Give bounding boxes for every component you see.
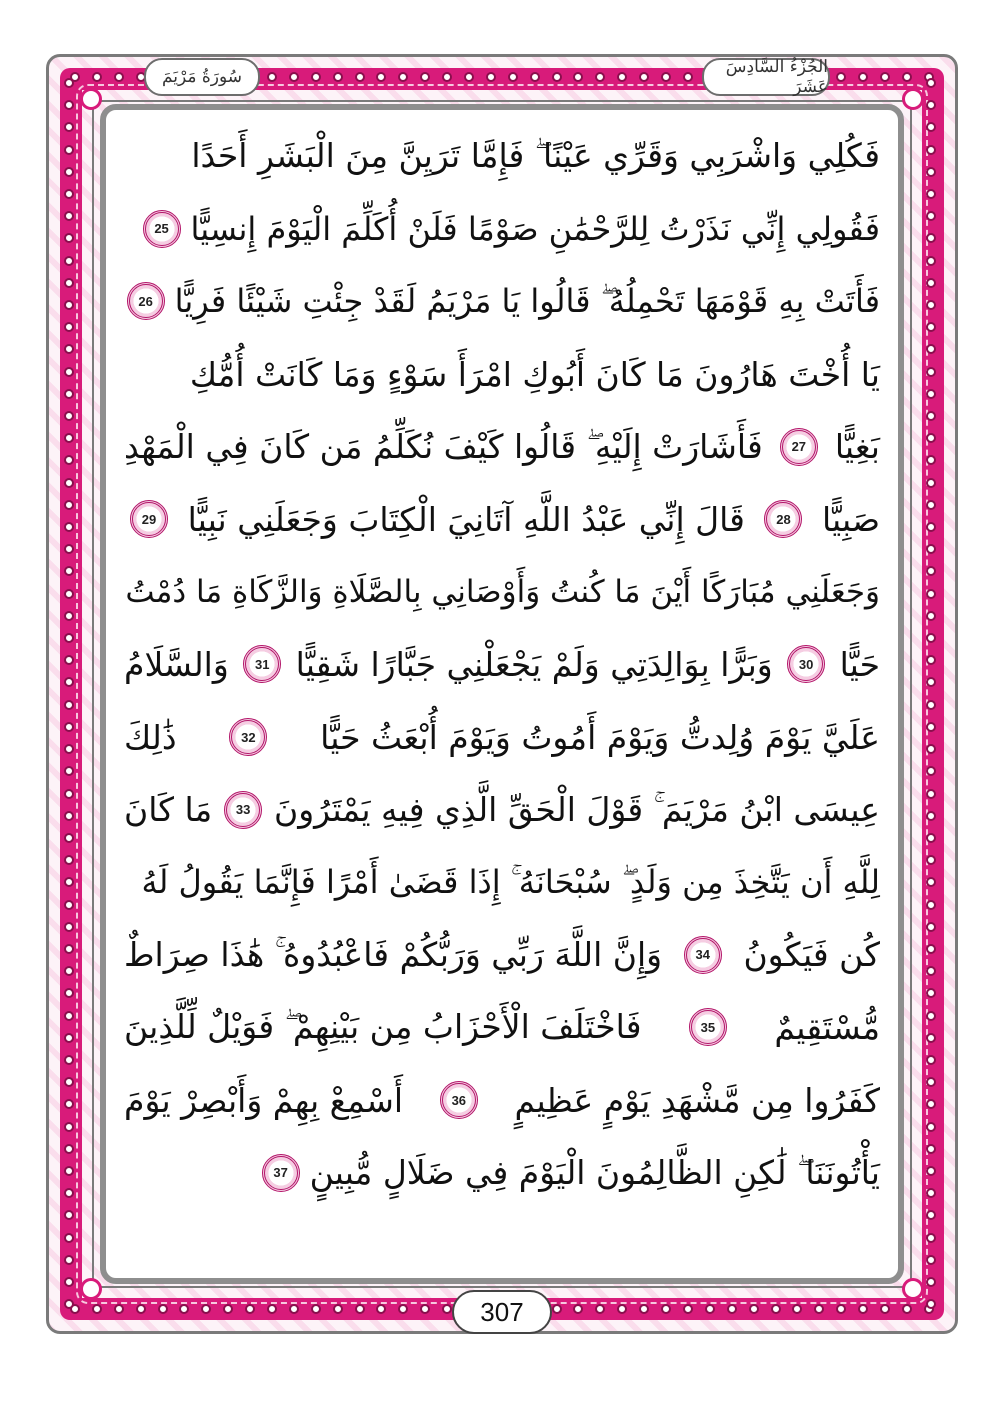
verse-text: بَغِيًّا (834, 427, 880, 467)
ayah-number-marker: 33 (224, 791, 262, 829)
border-dot-icon (442, 1304, 452, 1314)
border-dot-icon (64, 300, 74, 310)
border-dot-icon (926, 966, 936, 976)
border-dot-icon (926, 722, 936, 732)
border-dot-icon (64, 167, 74, 177)
border-dot-icon (771, 1304, 781, 1314)
border-dot-icon (355, 1304, 365, 1314)
border-dot-icon (64, 478, 74, 488)
border-dot-icon (926, 611, 936, 621)
border-dot-icon (926, 344, 936, 354)
border-dot-icon (64, 944, 74, 954)
verse-line (124, 1064, 880, 1137)
border-dot-icon (114, 1304, 124, 1314)
verse-text: كُن فَيَكُونُ (743, 935, 880, 975)
border-dot-icon (486, 72, 496, 82)
border-dot-icon (355, 72, 365, 82)
border-dot-icon (926, 478, 936, 488)
corner-rosette-icon (80, 88, 102, 110)
verse-text: يَأْتُونَنَا ۖ لَٰكِنِ الظَّالِمُونَ الْيَوْمَ فِي ضَلَالٍ مُّبِينٍ (309, 1152, 880, 1192)
corner-rosette-icon (902, 88, 924, 110)
border-dot-icon (420, 72, 430, 82)
border-dot-icon (858, 1304, 868, 1314)
border-dot-icon (926, 789, 936, 799)
verse-text: مُّسْتَقِيمٌ (774, 1007, 880, 1047)
verse-line (124, 483, 880, 556)
border-dot-icon (661, 1304, 671, 1314)
surah-label: سُورَةُ مَرْيَمَ (144, 58, 260, 96)
border-dot-icon (92, 1304, 102, 1314)
ayah-number-marker: 35 (689, 1008, 727, 1046)
border-dot-icon (64, 455, 74, 465)
border-dot-icon (311, 1304, 321, 1314)
border-dot-icon (201, 1304, 211, 1314)
border-dot-icon (64, 1188, 74, 1198)
ayah-number-marker: 30 (787, 645, 825, 683)
border-dot-icon (223, 1304, 233, 1314)
border-dot-icon (376, 72, 386, 82)
verse-text: صَبِيًّا (822, 499, 880, 539)
border-dot-icon (814, 1304, 824, 1314)
border-dot-icon (858, 72, 868, 82)
border-dot-icon (617, 72, 627, 82)
border-dot-icon (926, 411, 936, 421)
verse-line (124, 556, 880, 629)
border-pattern-left (926, 78, 940, 1310)
border-dot-icon (64, 611, 74, 621)
border-dot-icon (836, 72, 846, 82)
border-dot-icon (64, 411, 74, 421)
verse-text: لِلَّهِ أَن يَتَّخِذَ مِن وَلَدٍ ۖ سُبْحَانَهُ ۚ إِذَا قَضَىٰ أَمْرًا فَإِنَّمَا يَقُولُ لَهُ (141, 862, 880, 901)
border-dot-icon (926, 589, 936, 599)
border-dot-icon (64, 100, 74, 110)
ayah-number-marker: 28 (764, 500, 802, 538)
border-dot-icon (926, 100, 936, 110)
border-dot-icon (926, 1299, 936, 1309)
page-number: 307 (452, 1290, 552, 1334)
border-dot-icon (902, 1304, 912, 1314)
verse-text: ذَٰلِكَ (124, 717, 177, 757)
border-dot-icon (683, 72, 693, 82)
border-dot-icon (245, 1304, 255, 1314)
border-dot-icon (420, 1304, 430, 1314)
border-dot-icon (289, 72, 299, 82)
verse-line (124, 120, 880, 193)
border-dot-icon (926, 78, 936, 88)
border-dot-icon (926, 633, 936, 643)
verse-line (124, 919, 880, 992)
border-dot-icon (64, 278, 74, 288)
verse-text: عِيسَى ابْنُ مَرْيَمَ ۚ قَوْلَ الْحَقِّ الَّذِي فِيهِ يَمْتَرُونَ (273, 789, 880, 829)
verse-text: فَأَتَتْ بِهِ قَوْمَهَا تَحْمِلُهُ ۖ قَالُوا يَا مَرْيَمُ لَقَدْ جِئْتِ شَيْئًا فَرِيًّا (174, 281, 880, 320)
border-dot-icon (64, 1299, 74, 1309)
border-dot-icon (64, 566, 74, 576)
verse-line (124, 265, 880, 338)
border-dot-icon (880, 1304, 890, 1314)
border-dot-icon (639, 72, 649, 82)
border-dot-icon (836, 1304, 846, 1314)
border-dot-icon (926, 1210, 936, 1220)
verse-text: فَاخْتَلَفَ الْأَحْزَابُ مِن بَيْنِهِمْ ۖ فَوَيْلٌ لِّلَّذِينَ (124, 1007, 642, 1047)
border-dot-icon (926, 455, 936, 465)
border-dot-icon (926, 122, 936, 132)
border-dot-icon (64, 811, 74, 821)
ayah-number-marker: 25 (143, 210, 181, 248)
border-dot-icon (926, 189, 936, 199)
border-dot-icon (573, 1304, 583, 1314)
border-dot-icon (705, 1304, 715, 1314)
border-dot-icon (926, 278, 936, 288)
border-dot-icon (464, 72, 474, 82)
verse-line (124, 1136, 880, 1209)
border-dot-icon (64, 256, 74, 266)
border-dot-icon (64, 722, 74, 732)
border-dot-icon (398, 1304, 408, 1314)
border-dot-icon (926, 1277, 936, 1287)
border-dot-icon (926, 544, 936, 554)
border-dot-icon (926, 811, 936, 821)
border-dot-icon (926, 1033, 936, 1043)
border-dot-icon (595, 72, 605, 82)
border-dot-icon (926, 367, 936, 377)
border-dot-icon (64, 1144, 74, 1154)
border-dot-icon (926, 500, 936, 510)
border-dot-icon (64, 900, 74, 910)
border-dot-icon (64, 1277, 74, 1287)
verse-line (124, 410, 880, 483)
border-dot-icon (64, 1099, 74, 1109)
border-dot-icon (926, 211, 936, 221)
border-dot-icon (64, 544, 74, 554)
border-dot-icon (333, 1304, 343, 1314)
border-dot-icon (926, 1099, 936, 1109)
border-dot-icon (64, 1011, 74, 1021)
border-dot-icon (398, 72, 408, 82)
border-dot-icon (926, 766, 936, 776)
border-dot-icon (926, 1011, 936, 1021)
border-dot-icon (64, 1055, 74, 1065)
verse-line (124, 701, 880, 774)
corner-rosette-icon (902, 1278, 924, 1300)
border-dot-icon (64, 789, 74, 799)
border-dot-icon (508, 72, 518, 82)
border-dot-icon (64, 189, 74, 199)
border-dot-icon (64, 833, 74, 843)
border-dot-icon (311, 72, 321, 82)
border-dot-icon (661, 72, 671, 82)
border-dot-icon (926, 1144, 936, 1154)
corner-rosette-icon (80, 1278, 102, 1300)
border-dot-icon (64, 389, 74, 399)
border-dot-icon (64, 233, 74, 243)
border-dot-icon (749, 1304, 759, 1314)
border-dot-icon (64, 655, 74, 665)
verse-text: كَفَرُوا مِن مَّشْهَدِ يَوْمٍ عَظِيمٍ (514, 1080, 880, 1120)
border-dot-icon (926, 877, 936, 887)
verse-line (124, 991, 880, 1064)
verse-text: مَا كَانَ (124, 790, 213, 830)
ayah-number-marker: 27 (780, 428, 818, 466)
border-dot-icon (267, 72, 277, 82)
border-dot-icon (552, 72, 562, 82)
border-dot-icon (926, 1166, 936, 1176)
border-dot-icon (926, 433, 936, 443)
border-dot-icon (442, 72, 452, 82)
ayah-number-marker: 32 (229, 718, 267, 756)
border-dot-icon (179, 1304, 189, 1314)
ayah-number-marker: 31 (243, 645, 281, 683)
border-dot-icon (64, 1233, 74, 1243)
border-dot-icon (136, 1304, 146, 1314)
border-dot-icon (880, 72, 890, 82)
border-dot-icon (64, 988, 74, 998)
verse-text: عَلَيَّ يَوْمَ وُلِدتُّ وَيَوْمَ أَمُوتُ وَيَوْمَ أُبْعَثُ حَيًّا (320, 717, 880, 757)
border-dot-icon (64, 367, 74, 377)
border-dot-icon (926, 1255, 936, 1265)
verse-text: وَجَعَلَنِي مُبَارَكًا أَيْنَ مَا كُنتُ وَأَوْصَانِي بِالصَّلَاةِ وَالزَّكَاةِ مَا دُمْتُ (125, 573, 880, 610)
border-dot-icon (64, 433, 74, 443)
border-dot-icon (926, 655, 936, 665)
border-dot-icon (926, 167, 936, 177)
verse-line (124, 338, 880, 411)
border-dot-icon (64, 322, 74, 332)
border-dot-icon (926, 1188, 936, 1198)
border-dot-icon (64, 522, 74, 532)
ayah-number-marker: 26 (127, 282, 165, 320)
verse-text: وَالسَّلَامُ (124, 644, 229, 684)
verse-text: أَسْمِعْ بِهِمْ وَأَبْصِرْ يَوْمَ (124, 1080, 404, 1120)
border-dot-icon (64, 1033, 74, 1043)
verse-text: وَبَرًّا بِوَالِدَتِي وَلَمْ يَجْعَلْنِي جَبَّارًا شَقِيًّا (295, 644, 773, 684)
border-dot-icon (926, 389, 936, 399)
border-dot-icon (639, 1304, 649, 1314)
border-dot-icon (64, 1077, 74, 1087)
verse-text: حَيًّا (839, 644, 880, 684)
border-dot-icon (64, 1166, 74, 1176)
border-dot-icon (64, 922, 74, 932)
verse-text: فَقُولِي إِنِّي نَذَرْتُ لِلرَّحْمَٰنِ صَوْمًا فَلَنْ أُكَلِّمَ الْيَوْمَ إِنسِيًّا (190, 209, 880, 248)
border-dot-icon (926, 922, 936, 932)
border-dot-icon (902, 72, 912, 82)
border-dot-icon (926, 1055, 936, 1065)
border-dot-icon (617, 1304, 627, 1314)
border-dot-icon (92, 72, 102, 82)
border-dot-icon (530, 72, 540, 82)
verse-lines (124, 120, 880, 1209)
border-dot-icon (64, 1122, 74, 1132)
border-dot-icon (64, 589, 74, 599)
border-dot-icon (289, 1304, 299, 1314)
border-dot-icon (158, 1304, 168, 1314)
border-dot-icon (595, 1304, 605, 1314)
border-dot-icon (64, 1255, 74, 1265)
border-dot-icon (926, 677, 936, 687)
border-dot-icon (926, 833, 936, 843)
verse-line (124, 628, 880, 701)
border-dot-icon (926, 322, 936, 332)
border-dot-icon (64, 700, 74, 710)
border-dot-icon (64, 633, 74, 643)
verse-text: فَكُلِي وَاشْرَبِي وَقَرِّي عَيْنًا ۖ فَإِمَّا تَرَيِنَّ مِنَ الْبَشَرِ أَحَدًا (191, 136, 880, 176)
border-dot-icon (64, 122, 74, 132)
border-dot-icon (267, 1304, 277, 1314)
border-dot-icon (64, 877, 74, 887)
verse-line (124, 193, 880, 266)
border-dot-icon (926, 700, 936, 710)
verse-text: وَإِنَّ اللَّهَ رَبِّي وَرَبُّكُمْ فَاعْبُدُوهُ ۚ هَٰذَا صِرَاطٌ (124, 934, 663, 974)
border-dot-icon (926, 256, 936, 266)
border-dot-icon (64, 344, 74, 354)
border-dot-icon (926, 988, 936, 998)
border-pattern-right (64, 78, 78, 1310)
border-dot-icon (926, 1077, 936, 1087)
border-dot-icon (926, 1233, 936, 1243)
border-dot-icon (64, 677, 74, 687)
verse-line (124, 773, 880, 846)
border-dot-icon (64, 145, 74, 155)
verse-line (124, 846, 880, 919)
border-dot-icon (64, 855, 74, 865)
border-dot-icon (683, 1304, 693, 1314)
juz-label: الجُزْءُ السَّادِسَ عَشَرَ (702, 58, 830, 96)
border-dot-icon (333, 72, 343, 82)
border-dot-icon (926, 522, 936, 532)
border-dot-icon (926, 944, 936, 954)
border-dot-icon (573, 72, 583, 82)
border-dot-icon (727, 1304, 737, 1314)
verse-text: يَا أُخْتَ هَارُونَ مَا كَانَ أَبُوكِ امْرَأَ سَوْءٍ وَمَا كَانَتْ أُمُّكِ (189, 354, 880, 394)
border-dot-icon (926, 233, 936, 243)
border-dot-icon (64, 744, 74, 754)
border-dot-icon (64, 1210, 74, 1220)
border-dot-icon (926, 1122, 936, 1132)
border-dot-icon (64, 500, 74, 510)
border-dot-icon (552, 1304, 562, 1314)
ayah-number-marker: 36 (440, 1081, 478, 1119)
border-dot-icon (926, 566, 936, 576)
verse-text: فَأَشَارَتْ إِلَيْهِ ۖ قَالُوا كَيْفَ نُكَلِّمُ مَن كَانَ فِي الْمَهْدِ (124, 426, 763, 466)
border-dot-icon (376, 1304, 386, 1314)
verse-text: قَالَ إِنِّي عَبْدُ اللَّهِ آتَانِيَ الْكِتَابَ وَجَعَلَنِي نَبِيًّا (187, 499, 745, 539)
border-dot-icon (64, 211, 74, 221)
ayah-number-marker: 37 (262, 1154, 300, 1192)
border-dot-icon (926, 855, 936, 865)
border-dot-icon (64, 766, 74, 776)
border-dot-icon (792, 1304, 802, 1314)
ayah-number-marker: 34 (684, 936, 722, 974)
border-dot-icon (926, 900, 936, 910)
border-dot-icon (926, 744, 936, 754)
border-dot-icon (64, 966, 74, 976)
border-dot-icon (64, 78, 74, 88)
border-dot-icon (926, 300, 936, 310)
border-dot-icon (114, 72, 124, 82)
ayah-number-marker: 29 (130, 500, 168, 538)
border-dot-icon (926, 145, 936, 155)
